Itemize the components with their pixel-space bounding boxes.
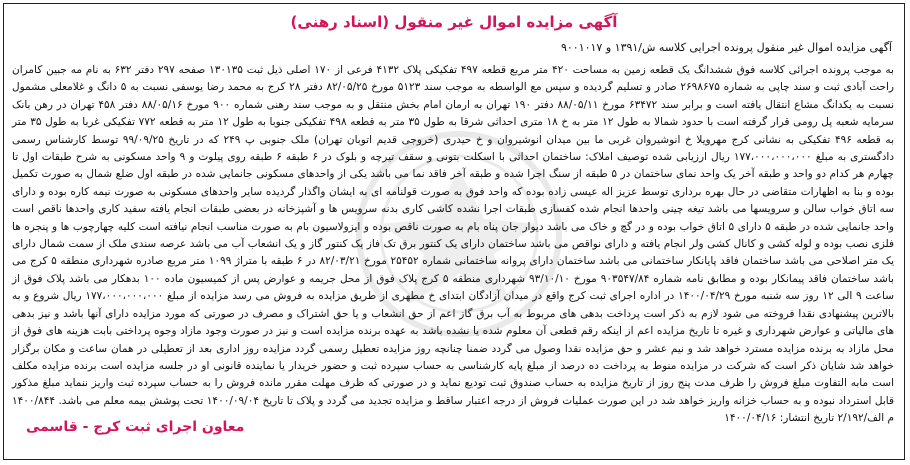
signature-line: معاون اجرای ثبت کرج - قاسمی: [26, 419, 245, 435]
notice-frame: [3, 3, 905, 460]
case-reference: آگهی مزایده اموال غیر منقول پرونده اجرایی کلاسه ش/۱۳۹۱ و ۹۰۰۱۰۱۷: [560, 41, 892, 54]
notice-body-text: به موجب پرونده اجرائی کلاسه فوق ششدانگ یک قطعه زمین به مساحت ۴۲۰ متر مربع قطعه ۴۹۷ تفکیکی پلاک ۴۱۳۲ فرعی از ۱۷۰ اصلی ذیل ثبت ۱۳۰۱۳۵ صفحه ۲۹۷ دفتر ۶۳۲ به نام مه جبین کامران راحت آبادی ثبت و سند چاپی به شماره ۲۶۹۸۶۷۵ صادر و تسلیم گردیده و سپس مع الواسطه به موجب سند ۵۱۲۳ مورخ ۸۲/۰۵/۲۵ دفتر ۲۸ کرج به محمد رضا یوسفی نسبت به ۵ دانگ و غلامعلی مشمول نسبت به یکدانگ مشاع انتقال یافته است و برابر سند ۶۳۴۷۲ مورخ ۸۸/۰۵/۱۱ دفتر ۱۹۰ تهران به ارمان امام بخش منتقل و به موجب سند رهنی شماره ۹۰۰ مورخ ۸۸/۰۵/۱۶ دفتر ۴۵۸ تهران در رهن بانک سرمایه شعبه پل رومی قرار گرفته است با حدود شمالا به طول ۱۲ متر به خ ۱۸ متری احداثی شرقا به طول ۳۵ متر به قطعه ۴۹۸ تفکیکی جنوبا به طول ۱۲ متر به قطعه ۷۷۲ تفکیکی غربا به طول ۳۵ متر به قطعه ۴۹۶ تفکیکی به نشانی کرج مهرویلا خ انوشیروان غربی ما بین میدان انوشیروان و خ حیدری (خروجی قدیم اتوبان تهران) ملک جنوبی پ ۲۴۹ که در تاریخ ۹۹/۰۹/۲۵ توسط کارشناس رسمی دادگستری به مبلغ ۱۷۷،۰۰۰،۰۰۰،۰۰۰ ریال ارزیابی شده توصیف املاک: ساختمان احداثی با اسکلت بتونی و سقف تیرچه و بلوک در ۶ طبقه ۶ طبقه روی پیلوت و ۹ واحد مسکونی به شرح طبقات اول تا چهارم هر کدام دو واحد و طبقه آخر یک واحد نمای ساختمان در ۵ طبقه از سنگ اجرا شده و طبقه آخر فاقد نما می باشد یکی از واحدهای مسکونی جانمایی شده در طبقه اول ضلع شمال به صورت تکمیل بوده و بنا به اظهارات متقاضی در حال بهره برداری توسط عزیز اله عیسی زاده بوده که واحد فوق به صورت قولنامه ای به ایشان واگذار گردیده سایر واحدهای مسکونی به صورت نیمه کاره بوده و دارای سه اتاق خواب سالن و سرویسها می باشد تیغه چینی واحدها انجام شده کفسازی طبقات اجرا نشده کاشی کاری بدنه سرویس ها و آشپزخانه در بعضی طبقات انجام یافته سفید کاری واحدها ناقص است واحد جانمایی شده در طبقه ۵ دارای ۵ اتاق خواب بوده و در گچ و خاک می باشد دیوار جان پناه بام به صورت ناقص بوده و ایزولاسیون بام به صورت مناسب انجام نیافته است کلیه چهارچوب ها و پنجره ها فلزی نصب بوده و لوله کشی و کانال کشی ولر انجام یافته و دارای نواقص می باشد ساختمان دارای یک کنتور برق تک فاز یک کنتور گاز و یک انشعاب آب می باشد عرصه سندی ملک از سمت شمال دارای یک متر اصلاحی می باشد ساختمان فاقد پایانکار ساختمانی می باشد ساختمان دارای پروانه ساختمانی شماره ۲۵۴۵۲ مورخ ۸۲/۰۳/۲۱ در ۶ طبقه با متراژ ۱۰۹۹ متر مربع صادره شهرداری منطقه ۵ کرج می باشد ساختمان فاقد پیمانکار بوده و مطابق نامه شماره ۹۰۳۵۴۷/۸۴ مورخ ۹۳/۱۰/۱۰ شهرداری منطقه ۵ کرج پلاک فوق از محل جریمه و عوارض پس از کمیسیون ماده ۱۰۰ بدهکار می باشد پلاک فوق از ساعت ۹ الی ۱۲ روز سه شنبه مورخ ۱۴۰۰/۰۴/۲۹ در اداره اجرای ثبت کرج واقع در میدان آزادگان ابتدای خ مطهری از طریق مزایده به فروش می رسد مزایده از مبلغ ۱۷۷،۰۰۰،۰۰۰،۰۰۰ ریال شروع و به بالاترین پیشنهادی نقدا فروخته می شود لازم به ذکر است پرداخت بدهی های مربوط به آب برق گاز اعم از حق انشعاب و یا حق اشتراک و مصرف در صورتی که مورد مزایده دارای آنها باشد و نیز بدهی های مالیاتی و عوارض شهرداری و غیره تا تاریخ مزایده اعم از اینکه رقم قطعی آن معلوم شده یا نشده باشد به عهده برنده مزایده است و نیز در صورت وجود مازاد وجوه پرداختی بابت هزینه های فوق از محل مازاد به برنده مزایده مسترد خواهد شد و نیم عشر و حق مزایده نقدا وصول می گردد ضمنا چنانچه روز مزایده تعطیل رسمی گردد مزایده روز اداری بعد از تعطیلی در همان ساعت و مکان برگزار خواهد شد شایان ذکر است که شرکت در مزایده منوط به پرداخت ده درصد از مبلغ پایه کارشناسی به حساب سپرده ثبت و حضور خریدار یا نماینده قانونی او در جلسه مزایده است برنده مزایده مکلف است مابه التفاوت مبلغ فروش را ظرف مدت پنج روز از تاریخ مزایده به حساب صندوق ثبت تودیع نماید و در صورتی که ظرف مهلت مقرر مانده فروش را به حساب سپرده ثبت واریز ننماید مبلغ مذکور قابل استرداد نبوده و به حساب خزانه واریز خواهد شد در این صورت عملیات فروش از درجه اعتبار ساقط و مزایده تجدید می گردد و پلاک تا تاریخ ۱۴۰۰/۰۹/۰۴ تحت پوشش بیمه معلم می باشد. ۱۴۰۰/۸۴۴ م الف/۲/۱۹۲ تاریخ انتشار: ۱۴۰۰/۰۴/۱۶: [12, 64, 895, 425]
notice-title: آگهی مزایده اموال غیر منقول (اسناد رهنی): [290, 13, 618, 31]
